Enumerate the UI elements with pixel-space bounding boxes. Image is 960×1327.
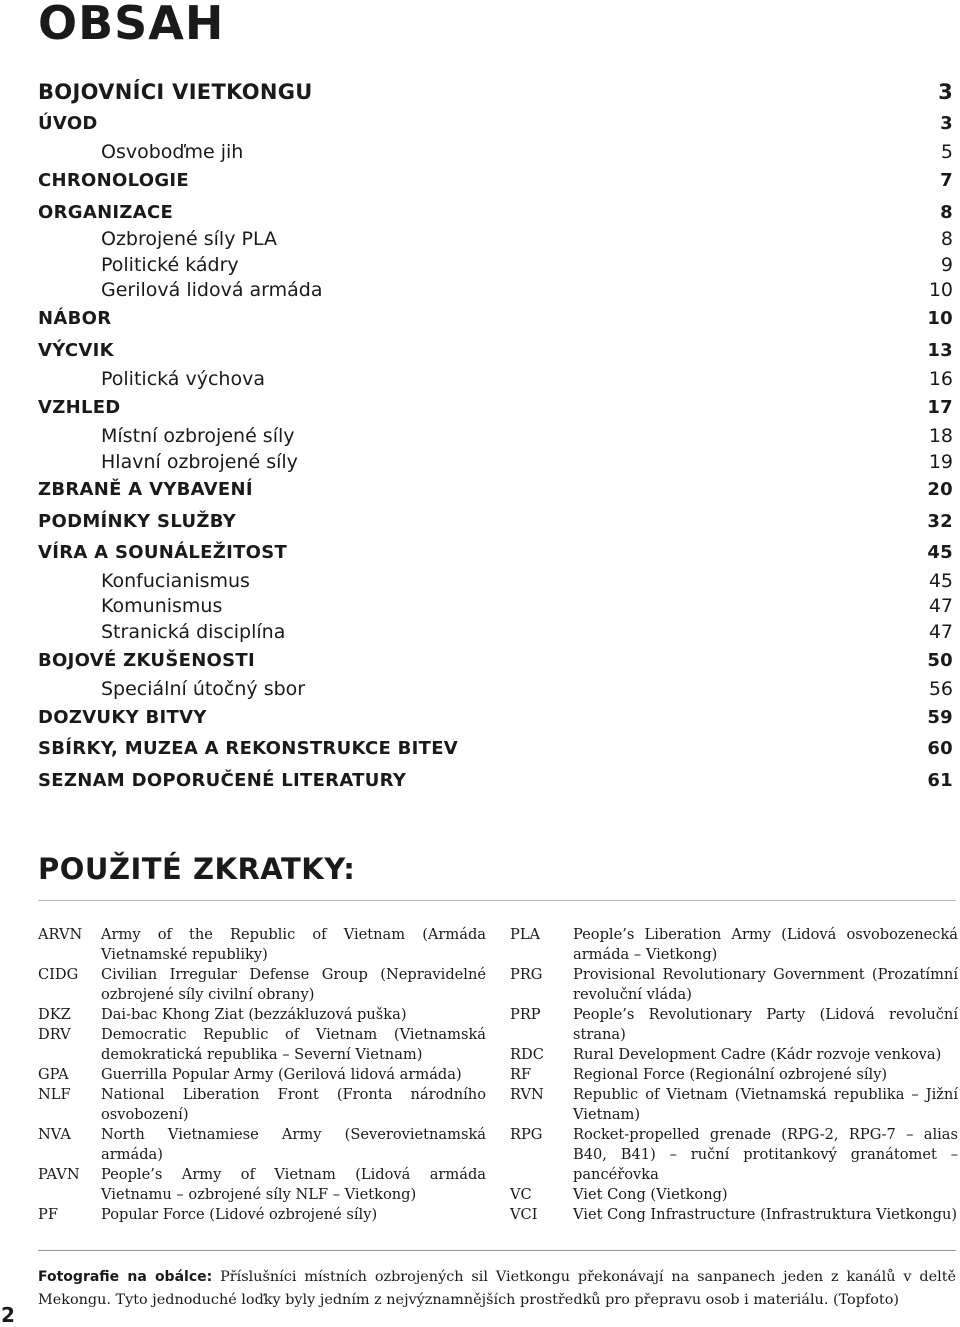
toc-entry (38, 770, 953, 791)
toc-entry-page: 61 (927, 770, 953, 791)
toc-entry-page: 7 (940, 170, 953, 191)
page-number: 2 (1, 1303, 15, 1327)
toc-entry-page: 17 (927, 397, 953, 418)
abbreviation-description: National Liberation Front (Fronta národního osvobození) (101, 1086, 486, 1123)
toc-entry-page: 47 (928, 621, 953, 643)
toc-entry-page: 3 (938, 80, 953, 104)
abbreviation-code: DKZ (38, 1006, 71, 1023)
toc-entry-page: 8 (940, 202, 953, 223)
toc-entry (38, 397, 953, 418)
abbreviation-description: Viet Cong Infrastructure (Infrastruktura Vietkongu) (573, 1206, 958, 1223)
abbreviation-entry (510, 1045, 958, 1065)
toc-entry (38, 279, 953, 301)
abbreviation-entry (510, 1065, 958, 1085)
toc-entry-page: 9 (940, 254, 953, 276)
toc-entry-page: 18 (928, 425, 953, 447)
toc-entry-page: 47 (928, 595, 953, 617)
abbreviation-code: RPG (510, 1126, 543, 1143)
abbreviation-code: NLF (38, 1086, 71, 1103)
caption-divider (38, 1250, 956, 1251)
toc-entry-title: Hlavní ozbrojené síly (101, 451, 298, 473)
toc-entry-page: 19 (928, 451, 953, 473)
toc-entry-title: Místní ozbrojené síly (101, 425, 295, 447)
abbreviation-description: Regional Force (Regionální ozbrojené síly) (573, 1066, 888, 1083)
toc-entry-title: Ozbrojené síly PLA (101, 228, 277, 250)
abbreviations-right-column (510, 925, 958, 1225)
toc-entry-title: SBÍRKY, MUZEA A REKONSTRUKCE BITEV (38, 738, 459, 759)
abbreviation-entry (510, 1185, 958, 1205)
abbreviation-description: People’s Liberation Army (Lidová osvobozenecká armáda – Vietkong) (573, 926, 958, 963)
abbreviation-code: CIDG (38, 966, 79, 983)
abbreviation-description: Army of the Republic of Vietnam (Armáda Vietnamské republiky) (101, 926, 486, 963)
abbreviation-entry (510, 965, 958, 1005)
abbreviation-code: VCI (510, 1206, 538, 1223)
toc-entry-page: 60 (927, 738, 953, 759)
abbreviation-code: PAVN (38, 1166, 80, 1183)
toc-entry-page: 16 (928, 368, 953, 390)
toc-entry-title: Speciální útočný sbor (101, 678, 306, 700)
abbreviations-heading: POUŽITÉ ZKRATKY: (38, 852, 356, 886)
caption-label: Fotografie na obálce: (38, 1269, 213, 1285)
toc-entry (38, 170, 953, 191)
abbreviation-code: RDC (510, 1046, 544, 1063)
abbreviation-description: Guerrilla Popular Army (Gerilová lidová armáda) (101, 1066, 462, 1083)
toc-entry (38, 479, 953, 500)
abbreviation-code: RVN (510, 1086, 544, 1103)
abbreviation-entry (510, 1005, 958, 1045)
toc-entry (38, 80, 953, 104)
abbreviation-description: Provisional Revolutionary Government (Prozatímní revoluční vláda) (573, 966, 958, 1003)
abbreviation-entry (38, 1125, 486, 1165)
toc-entry-title: BOJOVNÍCI VIETKONGU (38, 80, 313, 104)
toc-entry-page: 5 (940, 141, 953, 163)
abbreviation-description: Rural Development Cadre (Kádr rozvoje venkova) (573, 1046, 942, 1063)
abbreviation-entry (38, 965, 486, 1005)
toc-entry (38, 707, 953, 728)
abbreviation-code: PF (38, 1206, 58, 1223)
toc-entry (38, 542, 953, 563)
abbreviation-code: PRG (510, 966, 543, 983)
abbreviation-entry (510, 1205, 958, 1225)
toc-entry-title: Konfucianismus (101, 570, 250, 592)
abbreviation-code: ARVN (38, 926, 83, 943)
toc-entry (38, 202, 953, 223)
toc-entry-title: Stranická disciplína (101, 621, 286, 643)
toc-entry-title: VZHLED (38, 397, 121, 418)
abbreviation-description: Popular Force (Lidové ozbrojené síly) (101, 1206, 378, 1223)
toc-entry-title: Osvoboďme jih (101, 141, 244, 163)
toc-entry-title: Gerilová lidová armáda (101, 279, 323, 301)
abbreviation-entry (510, 1125, 958, 1185)
toc-entry-page: 56 (928, 678, 953, 700)
toc-entry-title: VÝCVIK (38, 340, 114, 361)
abbreviation-code: GPA (38, 1066, 69, 1083)
abbreviation-description: Democratic Republic of Vietnam (Vietnamská demokratická republika – Severní Vietnam) (101, 1026, 486, 1063)
cover-photo-caption (38, 1266, 956, 1312)
toc-entry-title: PODMÍNKY SLUŽBY (38, 511, 237, 532)
toc-entry (38, 113, 953, 134)
toc-entry-title: ÚVOD (38, 113, 98, 134)
abbreviations-divider (38, 900, 956, 901)
toc-entry (38, 678, 953, 700)
abbreviation-code: PRP (510, 1006, 541, 1023)
page-title: OBSAH (38, 0, 225, 50)
toc-entry-page: 32 (927, 511, 953, 532)
toc-entry (38, 425, 953, 447)
caption-text: Příslušníci místních ozbrojených sil Vietkongu překonávají na sanpanech jeden z kanálů v deltě Mekongu. Tyto jednoduché loďky byly jedním z nejvýznamnějších prostředků pro přepravu osob i materiálu. (Topfoto) (38, 1269, 956, 1308)
toc-entry-title: ZBRANĚ A VYBAVENÍ (38, 479, 253, 500)
abbreviation-description: People’s Army of Vietnam (Lidová armáda Vietnamu – ozbrojené síly NLF – Vietkong) (101, 1166, 486, 1203)
toc-entry-page: 50 (927, 650, 953, 671)
abbreviation-description: People’s Revolutionary Party (Lidová revoluční strana) (573, 1006, 958, 1043)
toc-entry-title: SEZNAM DOPORUČENÉ LITERATURY (38, 770, 407, 791)
toc-entry-title: BOJOVÉ ZKUŠENOSTI (38, 650, 255, 671)
abbreviation-entry (38, 1085, 486, 1125)
abbreviation-description: North Vietnamiese Army (Severovietnamská armáda) (101, 1126, 486, 1163)
toc-entry-title: CHRONOLOGIE (38, 170, 190, 191)
abbreviation-code: RF (510, 1066, 532, 1083)
toc-entry (38, 451, 953, 473)
abbreviations-left-column (38, 925, 486, 1225)
toc-entry (38, 650, 953, 671)
abbreviation-entry (38, 1005, 486, 1025)
toc-entry (38, 141, 953, 163)
abbreviation-description: Republic of Vietnam (Vietnamská republika – Jižní Vietnam) (573, 1086, 958, 1123)
abbreviation-entry (510, 925, 958, 965)
toc-entry-title: VÍRA A SOUNÁLEŽITOST (38, 542, 288, 563)
toc-entry (38, 340, 953, 361)
abbreviation-description: Civilian Irregular Defense Group (Nepravidelné ozbrojené síly civilní obrany) (101, 966, 486, 1003)
toc-entry-title: Komunismus (101, 595, 223, 617)
toc-entry (38, 254, 953, 276)
toc-entry-page: 3 (940, 113, 953, 134)
abbreviation-entry (510, 1085, 958, 1125)
toc-entry-page: 8 (940, 228, 953, 250)
toc-entry-title: Politické kádry (101, 254, 239, 276)
toc-entry-page: 59 (927, 707, 953, 728)
toc-entry-page: 45 (928, 570, 953, 592)
toc-entry (38, 228, 953, 250)
abbreviation-code: VC (510, 1186, 532, 1203)
abbreviation-entry (38, 925, 486, 965)
toc-entry (38, 368, 953, 390)
toc-entry (38, 595, 953, 617)
abbreviation-description: Dai-bac Khong Ziat (bezzákluzová puška) (101, 1006, 407, 1023)
abbreviation-entry (38, 1025, 486, 1065)
toc-entry (38, 511, 953, 532)
toc-entry (38, 738, 953, 759)
toc-entry (38, 621, 953, 643)
abbreviation-description: Rocket-propelled grenade (RPG-2, RPG-7 – alias B40, B41) – ruční protitankový granátomet – pancéřovka (573, 1126, 958, 1183)
toc-entry-page: 45 (927, 542, 953, 563)
toc-entry-page: 10 (927, 308, 953, 329)
abbreviation-entry (38, 1065, 486, 1085)
toc-entry-title: ORGANIZACE (38, 202, 174, 223)
toc-entry-page: 10 (928, 279, 953, 301)
toc-entry-title: DOZVUKY BITVY (38, 707, 207, 728)
toc-entry (38, 308, 953, 329)
toc-entry-page: 13 (927, 340, 953, 361)
abbreviation-code: DRV (38, 1026, 71, 1043)
toc-entry (38, 570, 953, 592)
toc-entry-page: 20 (927, 479, 953, 500)
abbreviation-entry (38, 1205, 486, 1225)
abbreviation-code: NVA (38, 1126, 71, 1143)
toc-entry-title: Politická výchova (101, 368, 265, 390)
abbreviation-description: Viet Cong (Vietkong) (573, 1186, 728, 1203)
abbreviation-code: PLA (510, 926, 541, 943)
abbreviation-entry (38, 1165, 486, 1205)
toc-entry-title: NÁBOR (38, 308, 112, 329)
